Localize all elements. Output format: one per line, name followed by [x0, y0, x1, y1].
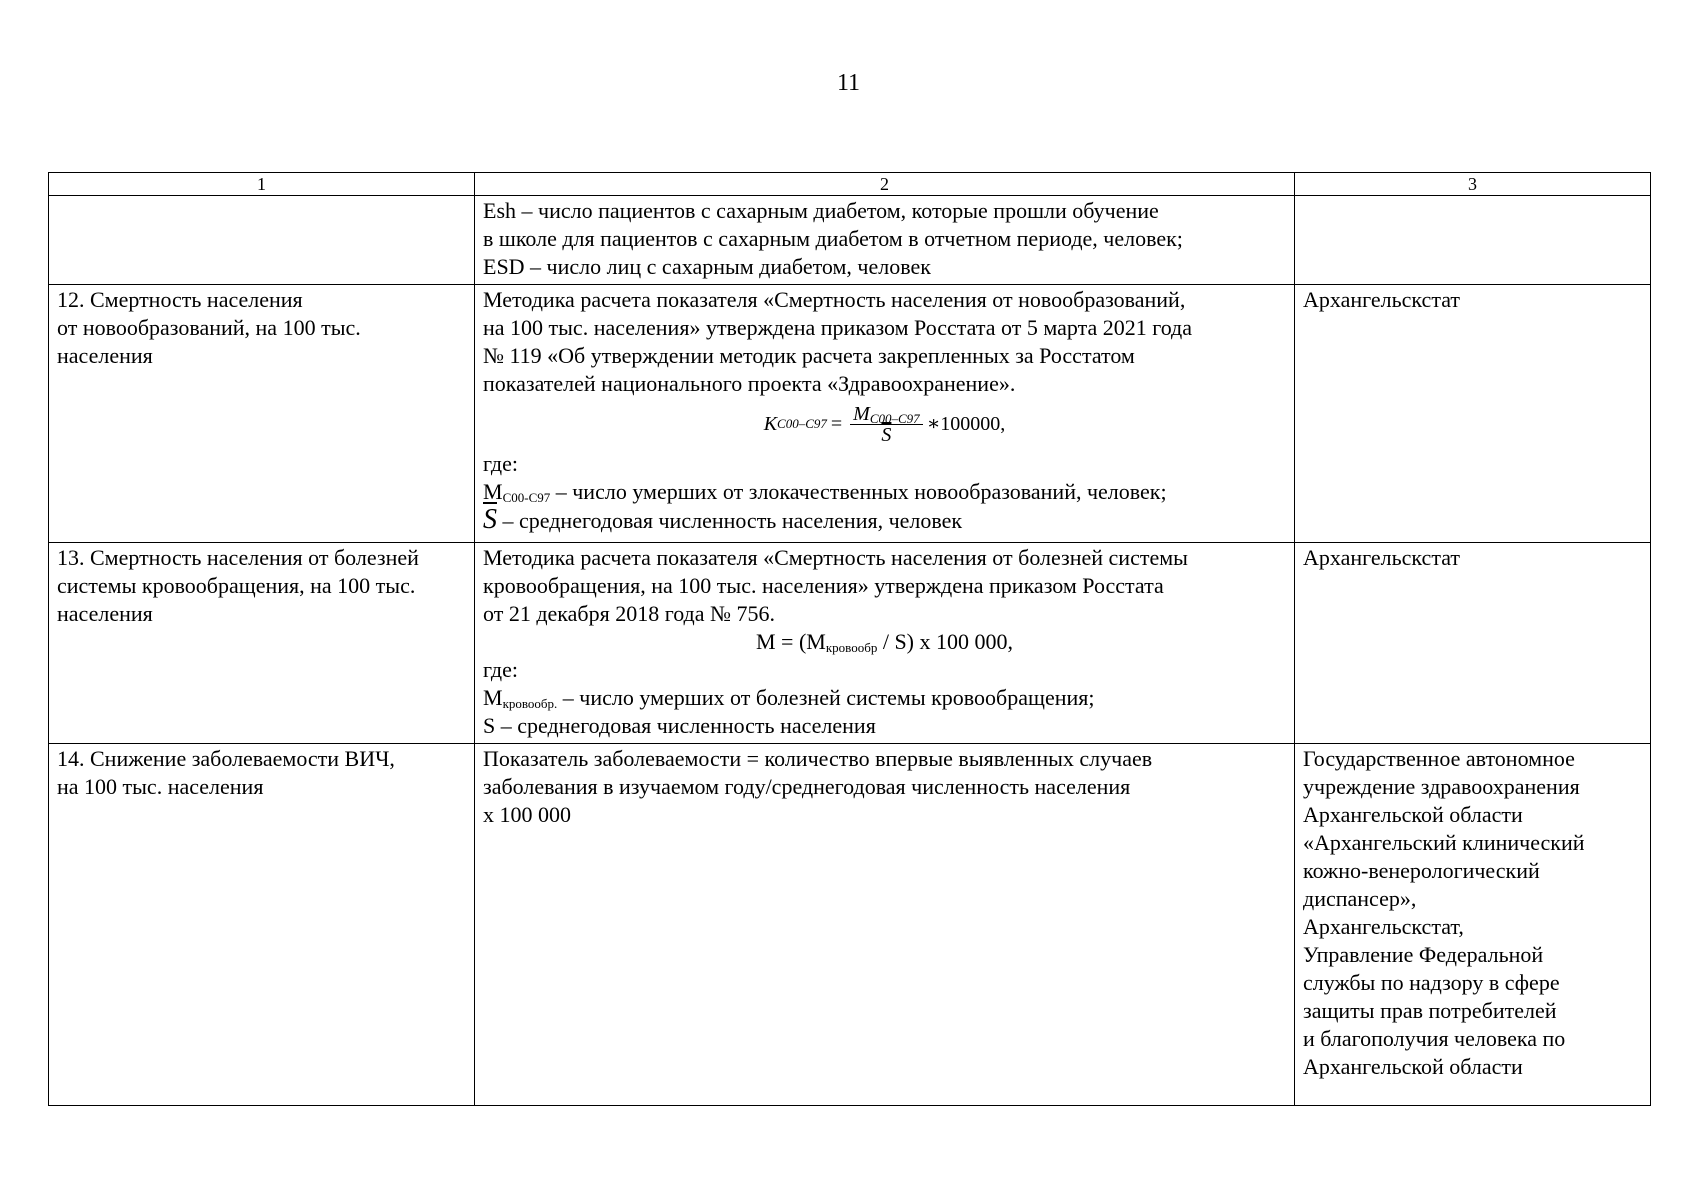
- source-line: защиты прав потребителей: [1303, 998, 1557, 1023]
- m-text: – число умерших от злокачественных новообразований, человек;: [550, 479, 1167, 504]
- row13-method: [475, 543, 1295, 744]
- m-sym: M: [483, 479, 503, 504]
- source-text: Архангельскстат: [1303, 545, 1461, 570]
- row14-source: [1295, 744, 1651, 1106]
- text-line: на 100 тыс. населения: [57, 774, 264, 799]
- m-text: – число умерших от болезней системы кровообращения;: [557, 685, 1095, 710]
- table-row-12: [49, 285, 1651, 543]
- text-line: на 100 тыс. населения» утверждена приказом Росстата от 5 марта 2021 года: [483, 315, 1193, 340]
- text-line: Показатель заболеваемости = количество впервые выявленных случаев: [483, 746, 1153, 771]
- text-line: заболевания в изучаемом году/среднегодовая численность населения: [483, 774, 1131, 799]
- formula-num-sub: C00–C97: [869, 410, 920, 426]
- source-line: Управление Федеральной: [1303, 942, 1544, 967]
- formula-k: K: [763, 413, 778, 435]
- formula-num-sym: M: [853, 402, 870, 425]
- table-row-continuation: [49, 196, 1651, 285]
- formula-tail: ∗100000,: [926, 413, 1006, 435]
- source-line: и благополучия человека по: [1303, 1026, 1566, 1051]
- formula-pre: M = (M: [755, 629, 826, 654]
- text-line: Методика расчета показателя «Смертность населения от новообразований,: [483, 287, 1186, 312]
- text-line: 14. Снижение заболеваемости ВИЧ,: [57, 746, 395, 771]
- table-row-14: [49, 744, 1651, 1106]
- header-col-1: 1: [49, 173, 475, 196]
- table-row-13: [49, 543, 1651, 744]
- m-definition: [483, 684, 1286, 712]
- row12-indicator: [49, 285, 475, 543]
- formula-numerator: [850, 404, 923, 425]
- row13-source: [1295, 543, 1651, 744]
- cont-col-1: [49, 196, 475, 285]
- cont-col-3: [1295, 196, 1651, 285]
- row12-source: [1295, 285, 1651, 543]
- text-line: населения: [57, 601, 153, 626]
- formula-sub: кровообр: [825, 640, 878, 655]
- text-line: № 119 «Об утверждении методик расчета закрепленных за Росстатом: [483, 343, 1135, 368]
- row14-method: [475, 744, 1295, 1106]
- text-line: Методика расчета показателя «Смертность населения от болезней системы: [483, 545, 1188, 570]
- text-line: x 100 000: [483, 802, 571, 827]
- m-sub: кровообр.: [502, 696, 558, 711]
- table-header-row: [49, 173, 1651, 196]
- where-label: где:: [483, 451, 518, 476]
- source-line: службы по надзору в сфере: [1303, 970, 1560, 995]
- formula-fraction: [850, 404, 923, 445]
- formula-denominator: S: [881, 423, 892, 446]
- source-line: учреждение здравоохранения: [1303, 774, 1580, 799]
- row14-indicator: [49, 744, 475, 1106]
- source-text: Архангельскстат: [1303, 287, 1461, 312]
- text-line: от 21 декабря 2018 года № 756.: [483, 601, 776, 626]
- source-line: «Архангельский клинический: [1303, 830, 1585, 855]
- text-line: показателей национального проекта «Здравоохранение».: [483, 371, 1016, 396]
- cont-col-2: [475, 196, 1295, 285]
- text-line: населения: [57, 343, 153, 368]
- text-line: в школе для пациентов с сахарным диабетом в отчетном периоде, человек;: [483, 226, 1183, 251]
- text-line: 12. Смертность населения: [57, 287, 303, 312]
- s-definition: S – среднегодовая численность населения: [483, 713, 876, 738]
- s-definition: [483, 506, 1286, 535]
- row13-indicator: [49, 543, 475, 744]
- s-text: – среднегодовая численность населения, человек: [497, 508, 963, 533]
- header-col-3: 3: [1295, 173, 1651, 196]
- formula-post: / S) x 100 000,: [877, 629, 1014, 654]
- formula-eq: =: [830, 413, 843, 435]
- header-col-2: 2: [475, 173, 1295, 196]
- source-line: Архангельскстат,: [1303, 914, 1464, 939]
- text-line: 13. Смертность населения от болезней: [57, 545, 419, 570]
- source-line: Архангельской области: [1303, 1054, 1523, 1079]
- row12-method: [475, 285, 1295, 543]
- row12-formula: K C00–C97 = $\frac{M_{C00-C97}}{S}$ ∗100000,: [763, 402, 1006, 446]
- text-line: от новообразований, на 100 тыс.: [57, 315, 361, 340]
- source-line: Архангельской области: [1303, 802, 1523, 827]
- where-label: где:: [483, 657, 518, 682]
- text-line: Esh – число пациентов с сахарным диабетом, которые прошли обучение: [483, 198, 1159, 223]
- s-sym: $\overline{S}$: [483, 504, 497, 535]
- page-number: 11: [836, 70, 861, 96]
- m-definition: [483, 478, 1286, 506]
- text-line: кровообращения, на 100 тыс. населения» утверждена приказом Росстата: [483, 573, 1164, 598]
- text-line: системы кровообращения, на 100 тыс.: [57, 573, 416, 598]
- indicator-table: [48, 172, 1651, 1106]
- source-line: диспансер»,: [1303, 886, 1417, 911]
- source-line: Государственное автономное: [1303, 746, 1575, 771]
- row13-formula: [483, 628, 1286, 656]
- m-sym: M: [483, 685, 503, 710]
- text-line: ESD – число лиц с сахарным диабетом, человек: [483, 254, 931, 279]
- m-sub: C00-C97: [502, 490, 551, 505]
- source-line: кожно-венерологический: [1303, 858, 1540, 883]
